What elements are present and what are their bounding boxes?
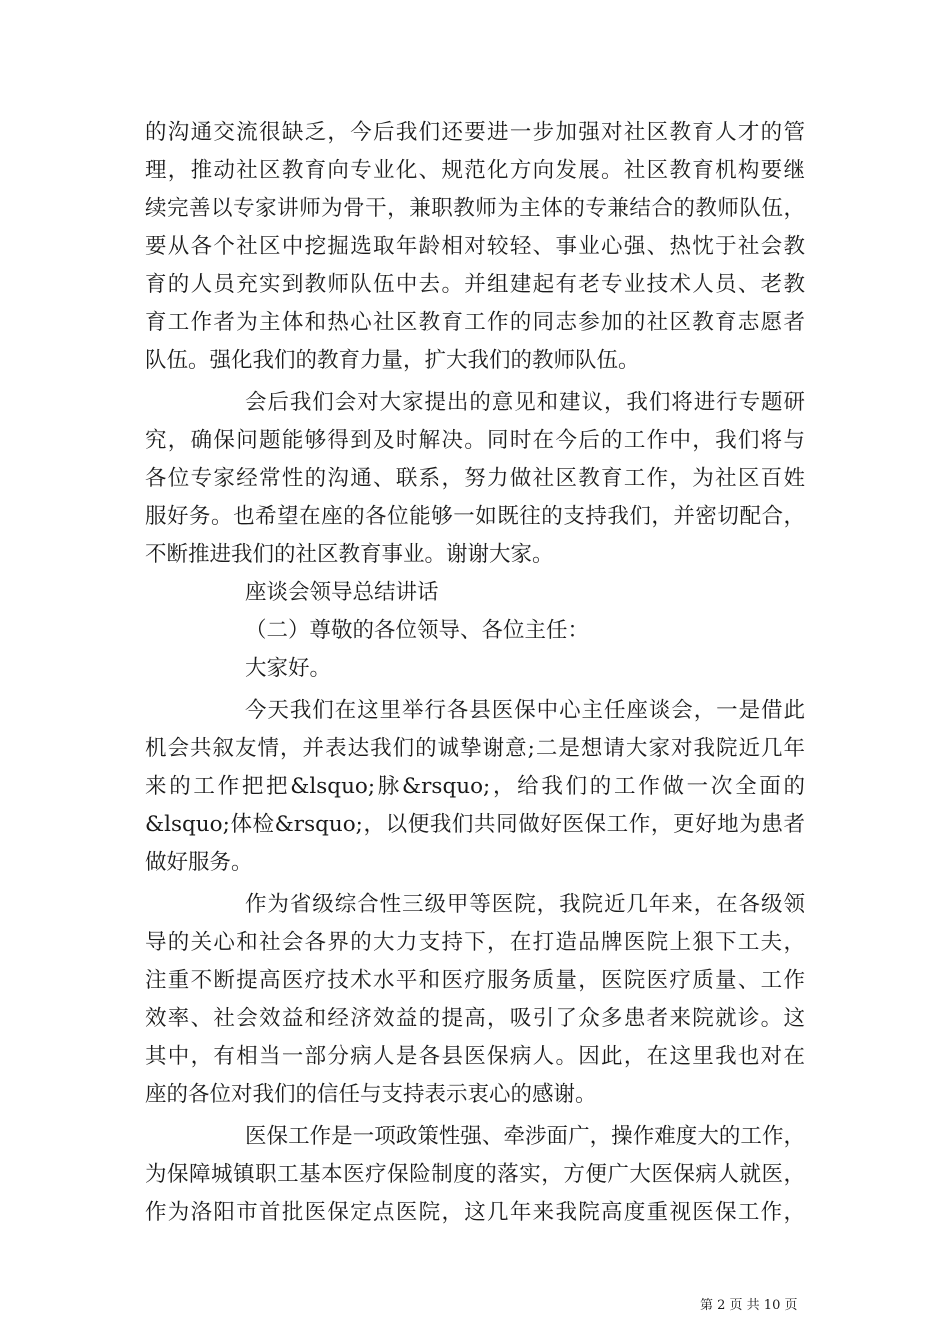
document-body	[145, 114, 805, 1232]
text-line: 座的各位对我们的信任与支持表示衷心的感谢。	[145, 1082, 597, 1107]
text-line: 为保障城镇职工基本医疗保险制度的落实，方便广大医保病人就医，	[145, 1162, 805, 1187]
paragraph	[145, 1118, 805, 1232]
paragraph	[145, 886, 805, 1114]
text-line: 今天我们在这里举行各县医保中心主任座谈会，一是借此	[245, 698, 805, 723]
text-line: 育的人员充实到教师队伍中去。并组建起有老专业技术人员、老教	[145, 272, 805, 297]
text-line: 队伍。强化我们的教育力量，扩大我们的教师队伍。	[145, 348, 640, 373]
text-line: 做好服务。	[145, 850, 253, 875]
text-line: 其中，有相当一部分病人是各县医保病人。因此，在这里我也对在	[145, 1044, 805, 1069]
paragraph	[145, 384, 805, 574]
text-line: 作为洛阳市首批医保定点医院，这几年来我院高度重视医保工作，	[145, 1200, 805, 1225]
text-line: 机会共叙友情，并表达我们的诚挚谢意;二是想请大家对我院近几年	[145, 736, 805, 761]
text-line: 续完善以专家讲师为骨干，兼职教师为主体的专兼结合的教师队伍，	[145, 196, 805, 221]
text-line: 来的工作把把&lsquo;脉&rsquo;，给我们的工作做一次全面的	[145, 774, 805, 799]
text-line: 医保工作是一项政策性强、牵涉面广，操作难度大的工作，	[245, 1124, 805, 1149]
text-line: 的沟通交流很缺乏，今后我们还要进一步加强对社区教育人才的管	[145, 120, 805, 145]
text-line: 注重不断提高医疗技术水平和医疗服务质量，医院医疗质量、工作	[145, 968, 805, 993]
text-line: 不断推进我们的社区教育事业。谢谢大家。	[145, 542, 554, 567]
text-line: 作为省级综合性三级甲等医院，我院近几年来，在各级领	[245, 892, 805, 917]
salutation: （二）尊敬的各位领导、各位主任：	[245, 618, 590, 643]
paragraph	[145, 692, 805, 882]
text-line: 效率、社会效益和经济效益的提高，吸引了众多患者来院就诊。这	[145, 1006, 805, 1031]
text-line: 理，推动社区教育向专业化、规范化方向发展。社区教育机构要继	[145, 158, 805, 183]
paragraph	[145, 114, 805, 380]
page-number: 第 2 页 共 10 页	[700, 1298, 798, 1313]
text-line: 究，确保问题能够得到及时解决。同时在今后的工作中，我们将与	[145, 428, 805, 453]
text-line: 各位专家经常性的沟通、联系，努力做社区教育工作，为社区百姓	[145, 466, 805, 491]
text-line: 服好务。也希望在座的各位能够一如既往的支持我们，并密切配合，	[145, 504, 805, 529]
greeting: 大家好。	[245, 656, 332, 681]
text-line: &lsquo;体检&rsquo;，以便我们共同做好医保工作，更好地为患者	[145, 812, 805, 837]
text-line: 要从各个社区中挖掘选取年龄相对较轻、事业心强、热忱于社会教	[145, 234, 805, 259]
text-line: 会后我们会对大家提出的意见和建议，我们将进行专题研	[245, 390, 805, 415]
speech-title: 座谈会领导总结讲话	[245, 580, 439, 605]
text-line: 育工作者为主体和热心社区教育工作的同志参加的社区教育志愿者	[145, 310, 805, 335]
text-line: 导的关心和社会各界的大力支持下，在打造品牌医院上狠下工夫，	[145, 930, 805, 955]
